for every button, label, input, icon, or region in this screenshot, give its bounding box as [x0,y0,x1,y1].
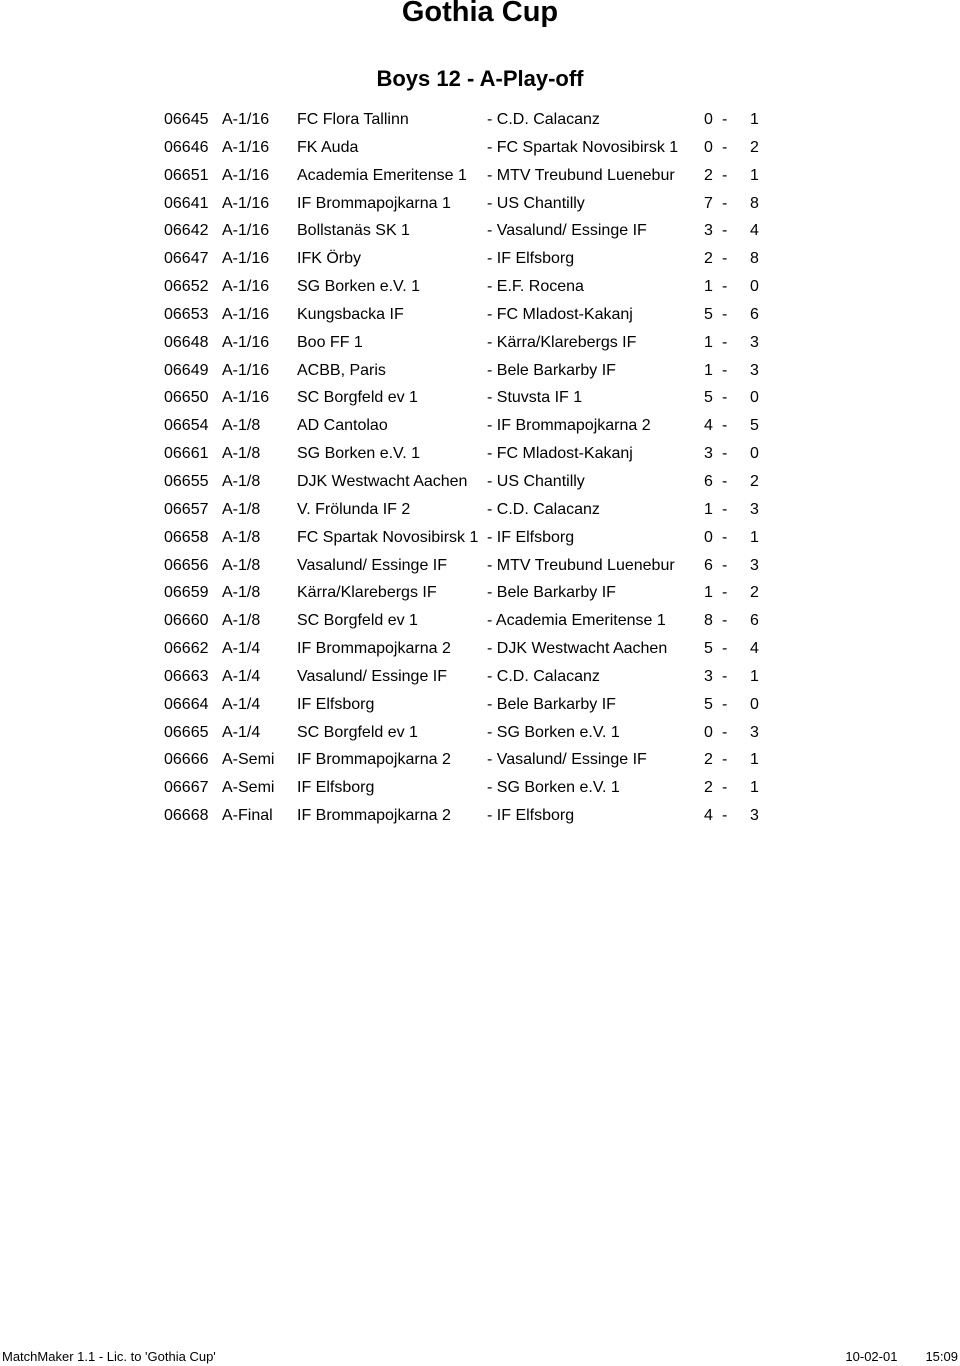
away-team: - IF Brommapojkarna 2 [487,417,651,435]
page-subtitle: Boys 12 - A-Play-off [376,66,584,91]
away-team: - IF Elfsborg [487,807,575,825]
score-separator: - [722,584,728,602]
away-score: 1 [750,779,759,797]
match-row [164,719,764,747]
away-team: - FC Spartak Novosibirsk 1 [487,138,679,156]
match-round: A-1/8 [222,556,261,574]
home-team: V. Frölunda IF 2 [297,500,411,518]
away-score: 1 [750,667,759,685]
match-number: 06652 [164,278,209,296]
away-score: 8 [750,250,759,268]
home-score: 6 [704,472,713,490]
match-round: A-1/8 [222,528,261,546]
match-number: 06658 [164,528,209,546]
match-round: A-1/16 [222,361,270,379]
match-round: A-1/16 [222,111,270,128]
away-score: 0 [750,445,759,463]
match-number: 06645 [164,111,209,128]
score-separator: - [722,472,728,490]
match-number: 06666 [164,751,209,769]
footer-timestamp [845,1349,958,1365]
score-separator: - [722,751,728,769]
match-row [164,190,764,218]
home-team: Vasalund/ Essinge IF [297,667,448,685]
away-team: - E.F. Rocena [487,278,584,296]
away-team: - C.D. Calacanz [487,500,600,518]
match-number: 06665 [164,723,209,741]
home-score: 5 [704,640,713,658]
away-score: 8 [750,194,759,212]
score-separator: - [722,278,728,296]
score-separator: - [722,779,728,797]
home-score: 1 [704,278,713,296]
home-score: 3 [704,445,713,463]
match-row [164,357,764,385]
match-round: A-1/8 [222,445,261,463]
home-score: 0 [704,528,713,546]
match-row [164,329,764,357]
match-round: A-1/8 [222,584,261,602]
away-team: - C.D. Calacanz [487,111,600,128]
away-score: 0 [750,695,759,713]
home-team: Boo FF 1 [297,333,363,351]
match-row [164,162,764,190]
match-row [164,746,764,774]
away-team: - SG Borken e.V. 1 [487,779,620,797]
home-team: Kärra/Klarebergs IF [297,584,437,602]
match-round: A-1/16 [222,305,270,323]
score-separator: - [722,723,728,741]
away-score: 2 [750,472,759,490]
match-number: 06660 [164,612,209,630]
match-number: 06647 [164,250,209,268]
home-team: IF Brommapojkarna 1 [297,194,451,212]
home-score: 5 [704,695,713,713]
match-round: A-1/8 [222,500,261,518]
match-row [164,774,764,802]
match-row [164,607,764,635]
home-score: 0 [704,111,713,128]
match-round: A-1/4 [222,640,261,658]
match-row [164,635,764,663]
match-row [164,691,764,719]
footer-time: 15:09 [925,1349,958,1364]
home-score: 3 [704,667,713,685]
match-row [164,301,764,329]
match-round: A-Final [222,807,273,825]
home-team: SC Borgfeld ev 1 [297,612,418,630]
match-row [164,468,764,496]
match-row [164,134,764,162]
home-team: SC Borgfeld ev 1 [297,389,418,407]
match-number: 06664 [164,695,209,713]
page-title: Gothia Cup [401,0,559,28]
match-row [164,440,764,468]
score-separator: - [722,807,728,825]
home-team: FC Flora Tallinn [297,111,409,128]
away-team: - Bele Barkarby IF [487,695,616,713]
home-team: IF Brommapojkarna 2 [297,807,451,825]
home-team: Academia Emeritense 1 [297,166,467,184]
away-score: 2 [750,138,759,156]
match-number: 06656 [164,556,209,574]
match-row [164,802,764,830]
match-row [164,106,764,134]
match-number: 06648 [164,333,209,351]
score-separator: - [722,361,728,379]
home-score: 5 [704,305,713,323]
footer-license: MatchMaker 1.1 - Lic. to 'Gothia Cup' [2,1349,216,1364]
match-number: 06662 [164,640,209,658]
match-round: A-1/16 [222,222,270,240]
away-score: 1 [750,751,759,769]
home-team: Vasalund/ Essinge IF [297,556,448,574]
match-number: 06641 [164,194,209,212]
score-separator: - [722,389,728,407]
score-separator: - [722,556,728,574]
score-separator: - [722,667,728,685]
away-team: - Academia Emeritense 1 [487,612,666,630]
home-team: FC Spartak Novosibirsk 1 [297,528,479,546]
home-score: 2 [704,166,713,184]
match-round: A-1/8 [222,472,261,490]
home-score: 6 [704,556,713,574]
match-round: A-Semi [222,779,275,797]
home-score: 1 [704,333,713,351]
away-score: 1 [750,166,759,184]
match-number: 06642 [164,222,209,240]
score-separator: - [722,612,728,630]
home-score: 2 [704,751,713,769]
away-score: 4 [750,222,759,240]
score-separator: - [722,640,728,658]
home-team: Kungsbacka IF [297,305,404,323]
score-separator: - [722,333,728,351]
away-team: - IF Elfsborg [487,250,575,268]
away-team: - MTV Treubund Luenebur [487,556,675,574]
home-team: IFK Örby [297,250,362,268]
home-score: 8 [704,612,713,630]
match-number: 06646 [164,138,209,156]
match-round: A-1/16 [222,278,270,296]
match-row [164,384,764,412]
score-separator: - [722,111,728,128]
away-team: - SG Borken e.V. 1 [487,723,620,741]
score-separator: - [722,500,728,518]
match-number: 06653 [164,305,209,323]
away-team: - Bele Barkarby IF [487,361,616,379]
away-team: - US Chantilly [487,472,585,490]
match-list [164,106,764,830]
score-separator: - [722,445,728,463]
score-separator: - [722,166,728,184]
away-score: 2 [750,584,759,602]
match-row [164,217,764,245]
match-round: A-1/16 [222,389,270,407]
home-team: IF Elfsborg [297,695,375,713]
match-round: A-1/16 [222,166,270,184]
match-row [164,273,764,301]
away-score: 3 [750,333,759,351]
home-score: 4 [704,417,713,435]
home-score: 0 [704,138,713,156]
match-round: A-1/8 [222,417,261,435]
score-separator: - [722,305,728,323]
home-score: 3 [704,222,713,240]
away-score: 6 [750,305,759,323]
home-score: 1 [704,361,713,379]
match-number: 06651 [164,166,209,184]
score-separator: - [722,138,728,156]
match-round: A-1/16 [222,250,270,268]
away-team: - DJK Westwacht Aachen [487,640,668,658]
away-team: - Bele Barkarby IF [487,584,616,602]
match-round: A-1/8 [222,612,261,630]
away-score: 3 [750,723,759,741]
away-team: - FC Mladost-Kakanj [487,445,633,463]
match-number: 06659 [164,584,209,602]
match-number: 06668 [164,807,209,825]
match-number: 06649 [164,361,209,379]
home-team: IF Brommapojkarna 2 [297,751,451,769]
match-number: 06657 [164,500,209,518]
away-score: 6 [750,612,759,630]
away-score: 4 [750,640,759,658]
home-score: 2 [704,779,713,797]
away-score: 3 [750,500,759,518]
away-team: - MTV Treubund Luenebur [487,166,675,184]
score-separator: - [722,695,728,713]
home-score: 1 [704,500,713,518]
match-round: A-1/16 [222,194,270,212]
away-score: 1 [750,528,759,546]
home-score: 7 [704,194,713,212]
home-team: IF Elfsborg [297,779,375,797]
match-round: A-Semi [222,751,275,769]
home-team: IF Brommapojkarna 2 [297,640,451,658]
away-team: - Kärra/Klarebergs IF [487,333,637,351]
match-row [164,496,764,524]
home-team: SG Borken e.V. 1 [297,445,421,463]
home-score: 1 [704,584,713,602]
score-separator: - [722,194,728,212]
score-separator: - [722,528,728,546]
match-row [164,245,764,273]
match-number: 06661 [164,445,209,463]
match-number: 06650 [164,389,209,407]
match-row [164,412,764,440]
away-score: 1 [750,111,759,128]
match-row [164,552,764,580]
match-number: 06654 [164,417,209,435]
match-number: 06663 [164,667,209,685]
score-separator: - [722,222,728,240]
match-number: 06655 [164,472,209,490]
home-score: 4 [704,807,713,825]
away-team: - Stuvsta IF 1 [487,389,583,407]
away-score: 5 [750,417,759,435]
match-round: A-1/16 [222,333,270,351]
away-score: 3 [750,556,759,574]
home-team: AD Cantolao [297,417,388,435]
home-team: FK Auda [297,138,359,156]
away-score: 0 [750,278,759,296]
away-team: - C.D. Calacanz [487,667,600,685]
score-separator: - [722,250,728,268]
home-team: ACBB, Paris [297,361,386,379]
score-separator: - [722,417,728,435]
away-team: - FC Mladost-Kakanj [487,305,633,323]
away-score: 0 [750,389,759,407]
match-round: A-1/4 [222,695,261,713]
match-number: 06667 [164,779,209,797]
match-round: A-1/4 [222,667,261,685]
home-score: 5 [704,389,713,407]
match-row [164,579,764,607]
home-score: 0 [704,723,713,741]
match-round: A-1/4 [222,723,261,741]
away-team: - US Chantilly [487,194,585,212]
home-team: SG Borken e.V. 1 [297,278,421,296]
home-team: SC Borgfeld ev 1 [297,723,418,741]
home-team: Bollstanäs SK 1 [297,222,410,240]
footer-date: 10-02-01 [845,1349,898,1364]
match-row [164,524,764,552]
match-round: A-1/16 [222,138,270,156]
away-team: - Vasalund/ Essinge IF [487,222,647,240]
away-team: - IF Elfsborg [487,528,575,546]
match-row [164,663,764,691]
away-score: 3 [750,807,759,825]
away-team: - Vasalund/ Essinge IF [487,751,647,769]
home-score: 2 [704,250,713,268]
away-score: 3 [750,361,759,379]
home-team: DJK Westwacht Aachen [297,472,468,490]
